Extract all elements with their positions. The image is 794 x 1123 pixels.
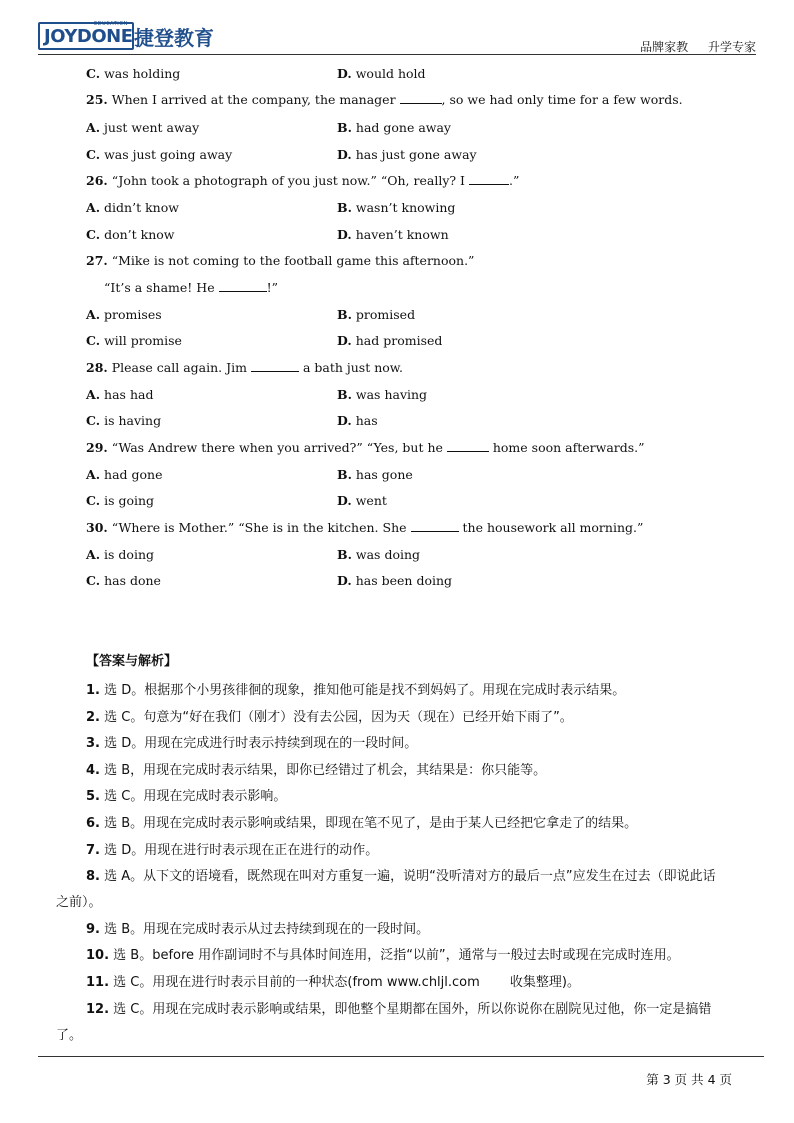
answer-blank — [411, 521, 459, 532]
option-30d: D. has been doing — [337, 573, 453, 588]
tagline-expert: 升学专家 — [707, 40, 756, 54]
option-26d: D. haven’t known — [337, 227, 449, 242]
answer-8-continued: 之前）。 — [56, 895, 102, 910]
option-29a: A. had gone — [86, 467, 163, 482]
option-28a: A. has had — [86, 387, 154, 402]
answer-3: 3. 选 D。用现在完成进行时表示持续到现在的一段时间。 — [86, 736, 418, 751]
option-25b: B. had gone away — [337, 120, 451, 135]
option-24c: C. was holding — [86, 66, 181, 81]
option-27d: D. had promised — [337, 333, 443, 348]
question-29: 29. “Was Andrew there when you arrived?” “Yes, but he home soon afterwards.” — [86, 440, 645, 455]
answer-1: 1. 选 D。根据那个小男孩徘徊的现象，推知他可能是找不到妈妈了。用现在完成时表示结果。 — [86, 683, 626, 698]
answer-12: 12. 选 C。用现在完成时表示影响或结果，即他整个星期都在国外，所以你说你在剧院见过他，你一定是搞错 — [86, 1002, 712, 1017]
question-25: 25. When I arrived at the company, the manager , so we had only time for a few words. — [86, 92, 683, 107]
logo-text: JOYDONE — [44, 26, 133, 47]
answer-blank — [469, 174, 509, 185]
footer-divider — [38, 1056, 764, 1057]
option-27c: C. will promise — [86, 333, 182, 348]
option-30c: C. has done — [86, 573, 161, 588]
answer-9: 9. 选 B。用现在完成时表示从过去持续到现在的一段时间。 — [86, 922, 430, 937]
answer-10: 10. 选 B。before 用作副词时不与具体时间连用，泛指“以前”，通常与一般过去时或现在完成时连用。 — [86, 948, 680, 963]
page-number: 第 3 页 共 4 页 — [646, 1072, 732, 1087]
answer-8: 8. 选 A。从下文的语境看，既然现在叫对方重复一遍，说明“没听清对方的最后一点”应发生在过去（即说此话 — [86, 869, 716, 884]
option-28c: C. is having — [86, 413, 162, 428]
answer-4: 4. 选 B，用现在完成时表示结果，即你已经错过了机会，其结果是：你只能等。 — [86, 763, 547, 778]
option-29b: B. has gone — [337, 467, 413, 482]
question-26: 26. “John took a photograph of you just now.” “Oh, really? I .” — [86, 173, 520, 188]
company-logo — [38, 20, 214, 50]
option-26c: C. don’t know — [86, 227, 175, 242]
answer-12-continued: 了。 — [56, 1028, 83, 1043]
logo-chinese: 捷登教育 — [134, 26, 214, 50]
option-26b: B. wasn’t knowing — [337, 200, 456, 215]
option-29c: C. is going — [86, 493, 155, 508]
logo-box — [38, 22, 134, 50]
answer-7: 7. 选 D。用现在进行时表示现在正在进行的动作。 — [86, 843, 379, 858]
question-27: 27. “Mike is not coming to the football game this afternoon.” — [86, 253, 475, 268]
answer-5: 5. 选 C。用现在完成时表示影响。 — [86, 789, 287, 804]
option-27a: A. promises — [86, 307, 162, 322]
option-28b: B. was having — [337, 387, 428, 402]
option-30a: A. is doing — [86, 547, 155, 562]
answer-blank — [447, 441, 489, 452]
option-25a: A. just went away — [86, 120, 200, 135]
option-27b: B. promised — [337, 307, 416, 322]
answer-blank — [251, 361, 299, 372]
answers-heading: 【答案与解析】 — [86, 654, 178, 669]
option-25c: C. was just going away — [86, 147, 233, 162]
answer-11: 11. 选 C。用现在进行时表示目前的一种状态(from www.chljl.com 收集整理)。 — [86, 975, 580, 990]
question-30: 30. “Where is Mother.” “She is in the kitchen. She the housework all morning.” — [86, 520, 644, 535]
option-25d: D. has just gone away — [337, 147, 477, 162]
header-taglines — [624, 38, 756, 55]
question-27-line2: “It’s a shame! He !” — [104, 280, 279, 295]
option-24d: D. would hold — [337, 66, 426, 81]
answer-blank — [400, 93, 442, 104]
option-30b: B. was doing — [337, 547, 421, 562]
option-28d: D. has — [337, 413, 378, 428]
answer-blank — [219, 281, 267, 292]
option-29d: D. went — [337, 493, 387, 508]
logo-subtext: EDUCATION — [94, 21, 128, 27]
option-26a: A. didn’t know — [86, 200, 179, 215]
question-28: 28. Please call again. Jim a bath just now. — [86, 360, 403, 375]
header-divider — [38, 54, 756, 55]
answer-6: 6. 选 B。用现在完成时表示影响或结果，即现在笔不见了，是由于某人已经把它拿走了的结果。 — [86, 816, 638, 831]
tagline-brand: 品牌家教 — [640, 40, 689, 54]
answer-2: 2. 选 C。句意为“好在我们（刚才）没有去公园，因为天（现在）已经开始下雨了”。 — [86, 710, 573, 725]
